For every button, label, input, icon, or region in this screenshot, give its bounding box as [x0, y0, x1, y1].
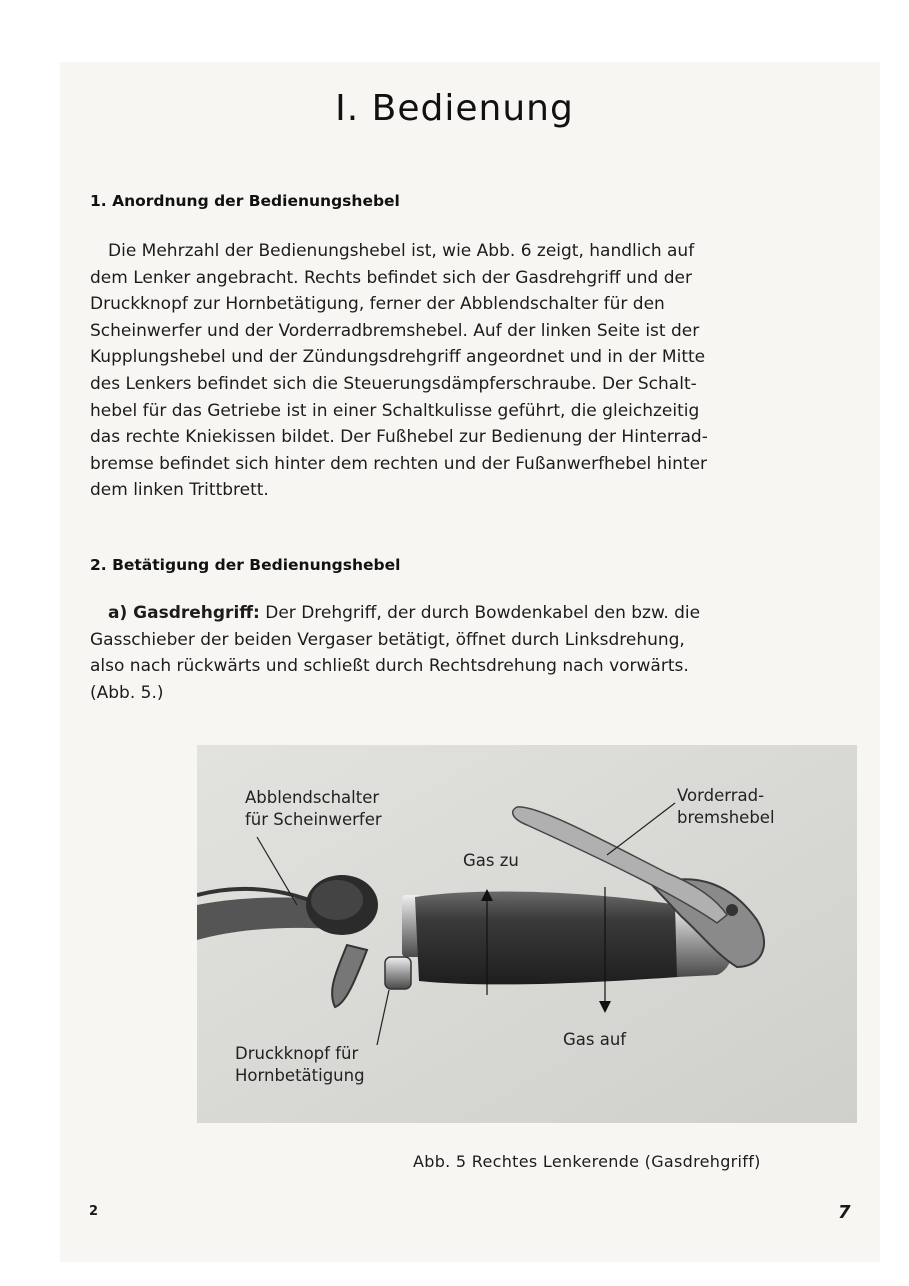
lever-pivot	[726, 904, 738, 916]
paragraph-line: Druckknopf zur Hornbetätigung, ferner der Abblendschalter für den	[90, 294, 665, 315]
label-line: Druckknopf für	[235, 1044, 359, 1063]
section-1-heading: 1. Anordnung der Bedienungshebel	[90, 192, 400, 210]
label-line: für Scheinwerfer	[245, 810, 382, 829]
section-2-heading: 2. Betätigung der Bedienungshebel	[90, 556, 401, 574]
handlebar-figure	[197, 745, 857, 1123]
section-1-paragraph	[90, 238, 848, 504]
label-line: Vorderrad-	[677, 786, 765, 805]
paragraph-line: dem linken Trittbrett.	[90, 480, 269, 501]
paragraph-line: dem Lenker angebracht. Rechts befindet sich der Gasdrehgriff und der	[90, 267, 692, 288]
paragraph-line: das rechte Kniekissen bildet. Der Fußhebel zur Bedienung der Hinterrad-	[90, 427, 708, 448]
switch-face	[311, 880, 363, 920]
section-2-paragraph	[90, 600, 848, 706]
gasdrehgriff-lead: a) Gasdrehgriff:	[108, 603, 260, 623]
paragraph-line: des Lenkers befindet sich die Steuerungsdämpferschraube. Der Schalt-	[90, 373, 697, 394]
paragraph-line: hebel für das Getriebe ist in einer Schaltkulisse geführt, die gleichzeitig	[90, 400, 700, 421]
paragraph-line: bremse befindet sich hinter dem rechten und der Fußanwerfhebel hinter	[90, 453, 708, 474]
paragraph-line: Scheinwerfer und der Vorderradbremshebel. Auf der linken Seite ist der	[90, 320, 700, 341]
figure-caption: Abb. 5 Rechtes Lenkerende (Gasdrehgriff)	[413, 1152, 761, 1171]
label-line: Hornbetätigung	[235, 1066, 365, 1085]
label-abblendschalter	[245, 787, 382, 831]
paragraph-line: Kupplungshebel und der Zündungsdrehgriff angeordnet und in der Mitte	[90, 347, 706, 368]
line-text: Die Mehrzahl der Bedienungshebel ist, wie Abb. 6 zeigt, handlich auf	[108, 241, 695, 261]
paragraph-line: (Abb. 5.)	[90, 682, 164, 703]
line-text: Der Drehgriff, der durch Bowdenkabel den bzw. die	[265, 603, 701, 623]
paragraph-line	[90, 600, 848, 627]
page-title: I. Bedienung	[335, 88, 574, 129]
throttle-grip	[415, 892, 679, 985]
label-line: bremshebel	[677, 808, 775, 827]
paragraph-line: Gasschieber der beiden Vergaser betätigt, öffnet durch Linksdrehung,	[90, 629, 685, 650]
page-number-right: 7	[838, 1202, 851, 1223]
label-gas-zu: Gas zu	[463, 851, 519, 870]
page-number-left: 2	[89, 1204, 99, 1219]
label-vorderradbremshebel	[677, 785, 775, 829]
label-druckknopf	[235, 1043, 365, 1087]
paragraph-line: also nach rückwärts und schließt durch Rechtsdrehung nach vorwärts.	[90, 656, 689, 677]
label-line: Abblendschalter	[245, 788, 380, 807]
label-gas-auf: Gas auf	[563, 1030, 627, 1049]
horn-button	[385, 957, 411, 989]
paragraph-line	[90, 238, 848, 265]
